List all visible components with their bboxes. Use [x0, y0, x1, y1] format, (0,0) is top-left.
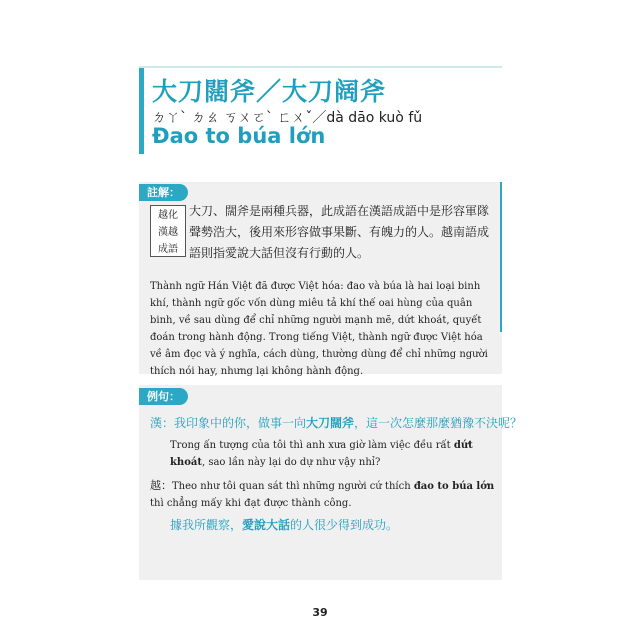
- explanation-accent: [500, 182, 502, 332]
- entry-title: 大刀闊斧／大刀阔斧: [152, 77, 387, 106]
- example-han-viet-post: , sao lần này lại do dự như vậy nhỉ?: [201, 457, 381, 468]
- example-yue-em: đao to búa lớn: [413, 481, 495, 492]
- example-han-viet-em: dứt khoát: [170, 440, 473, 468]
- example-han-em: 大刀闊斧: [306, 416, 355, 430]
- example-yue-zh-post: 的人很少得到成功。: [290, 518, 399, 532]
- example-yue-post: thì chẳng mấy khi đạt được thành công.: [150, 498, 352, 509]
- idiom-type-line-2: 漢越: [158, 227, 178, 238]
- examples-tag: 例句：: [139, 388, 188, 405]
- title-accent-bar: [139, 68, 144, 154]
- example-yue-sentence: [150, 477, 495, 512]
- explanation-chinese: 大刀、闊斧是兩種兵器，此成語在漢語成語中是形容軍隊聲勢浩大，後用來形容做事果斷、有魄力的人。越南語成語則指愛說大話但沒有行動的人。: [189, 204, 490, 260]
- example-yue-translation: [170, 515, 398, 535]
- explanation-tag: 註解：: [139, 184, 188, 201]
- explanation-vietnamese: Thành ngữ Hán Việt đã được Việt hóa: đao và búa là hai loại binh khí, thành ngữ gốc vốn dùng miêu tả khí thế oai hùng của quân binh, về sau dùng để chỉ những người mạnh mẽ, dứt khoát, quyết đoán trong hành động. Trong tiếng Việt, thành ngữ được Việt hóa về âm đọc và ý nghĩa, cách dùng, thường dùng để chỉ những người thích nói hay, nhưng lại không hành động.: [150, 281, 488, 377]
- example-yue-pre: Theo như tôi quan sát thì những người cứ thích: [172, 481, 414, 492]
- idiom-type-line-1: 越化: [158, 210, 178, 221]
- entry-vietnamese-title: Đao to búa lớn: [152, 124, 326, 148]
- example-yue-zh-em: 愛說大話: [242, 518, 291, 532]
- example-yue-zh-pre: 據我所觀察，: [170, 518, 243, 532]
- example-han-translation: [170, 437, 495, 471]
- idiom-type-line-3: 成語: [158, 244, 178, 255]
- example-han-sentence: [150, 413, 522, 433]
- example-han-pre: 我印象中的你，做事一向: [174, 416, 307, 430]
- example-han-viet-pre: Trong ấn tượng của tôi thì anh xưa giờ làm việc đều rất: [170, 440, 454, 451]
- idiom-type-label: [150, 205, 186, 257]
- example-yue-label: 越：: [150, 479, 172, 492]
- header-rule: [139, 66, 502, 68]
- entry-pronunciation: ㄉㄚˋ ㄉㄠ ㄎㄨㄛˋ ㄈㄨˇ／dà dāo kuò fǔ: [152, 110, 423, 126]
- page-number: 39: [312, 606, 328, 619]
- example-han-post: ，這一次怎麼那麼猶豫不決呢？: [354, 416, 523, 430]
- example-han-label: 漢：: [150, 416, 175, 430]
